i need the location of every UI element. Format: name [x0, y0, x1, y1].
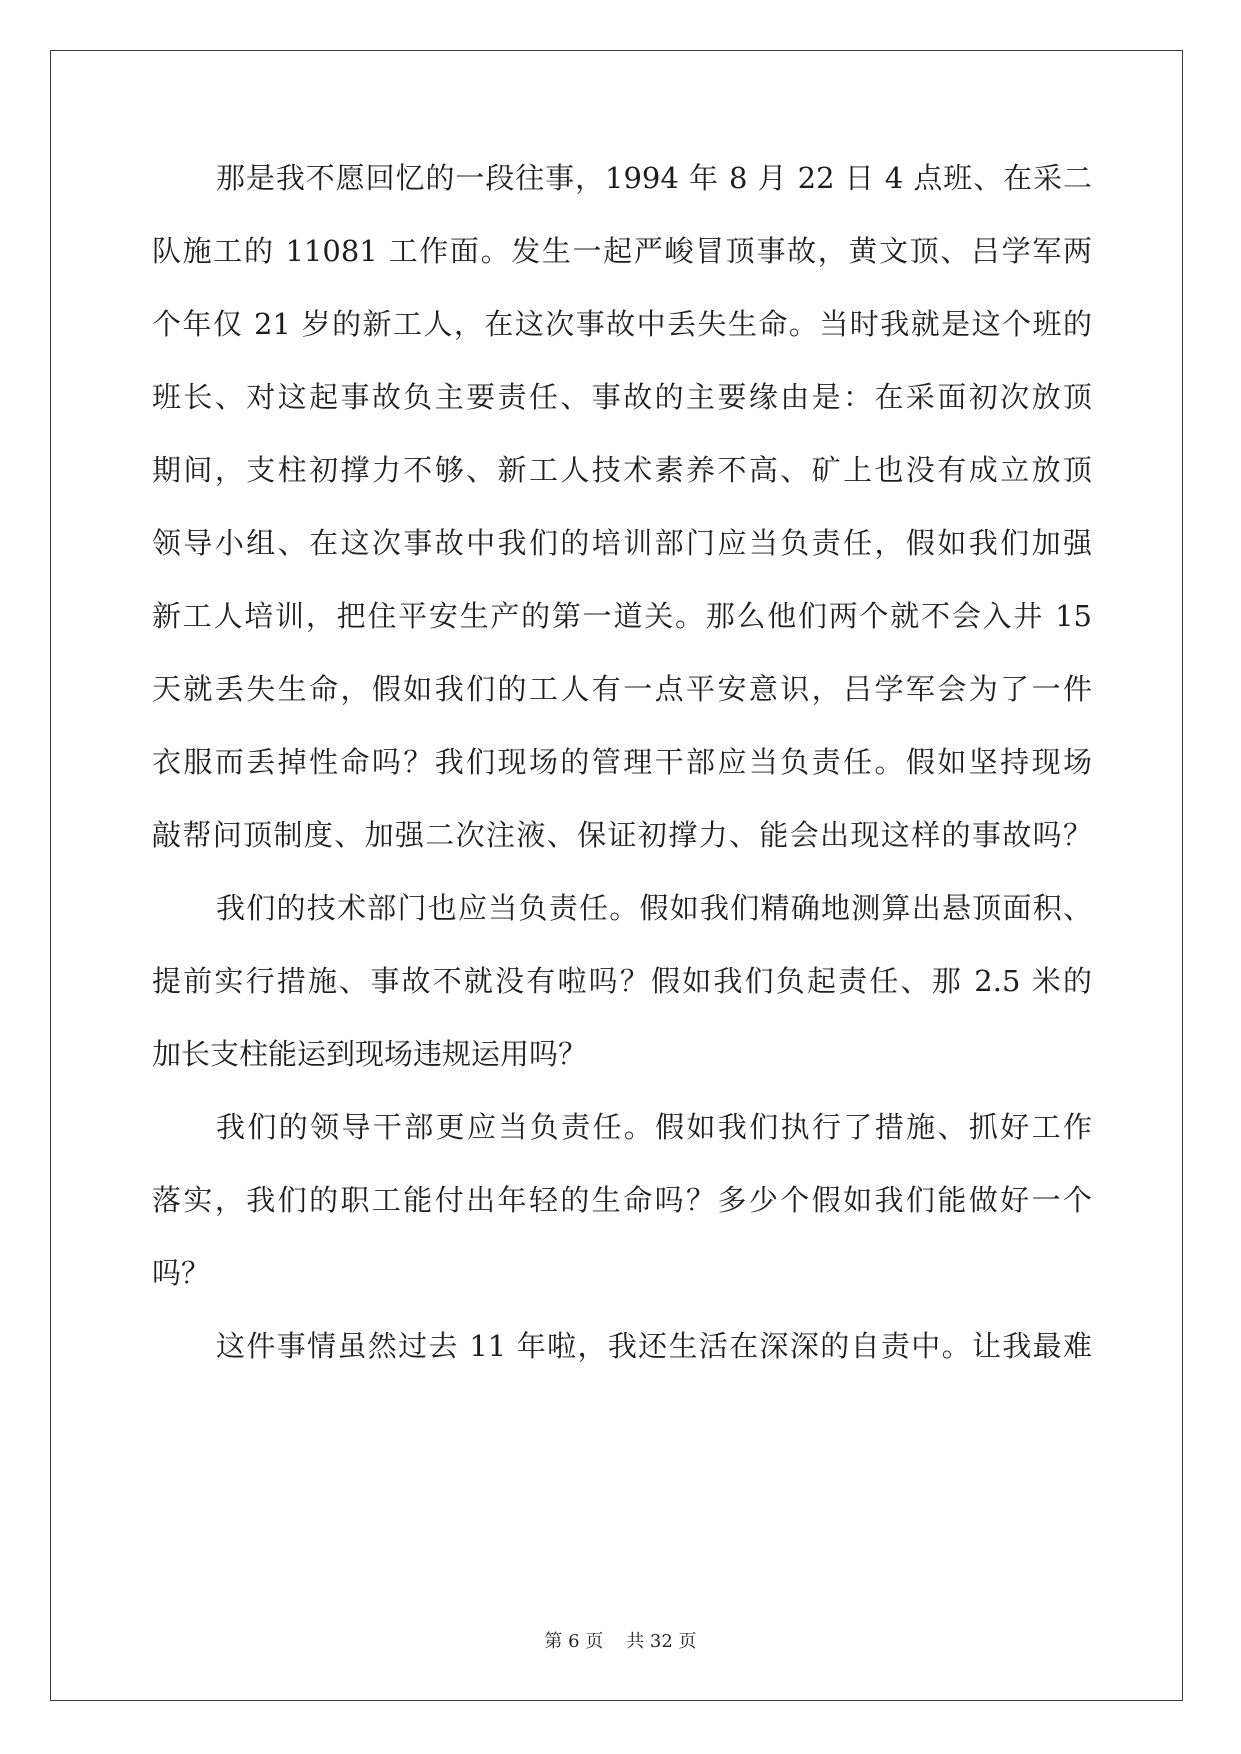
paragraph-line: 班长、对这起事故负主要责任、事故的主要缘由是：在采面初次放顶 — [152, 380, 1092, 414]
paragraph-line: 领导小组、在这次事故中我们的培训部门应当负责任，假如我们加强 — [152, 526, 1092, 560]
paragraph-line: 个年仅 21 岁的新工人，在这次事故中丢失生命。当时我就是这个班的 — [152, 307, 1092, 341]
paragraph-line: 期间，支柱初撑力不够、新工人技术素养不高、矿上也没有成立放顶 — [152, 453, 1092, 487]
paragraph-line: 那是我不愿回忆的一段往事，1994 年 8 月 22 日 4 点班、在采二 — [216, 161, 1092, 195]
paragraph-line: 吗？ — [152, 1256, 211, 1290]
paragraph-line: 这件事情虽然过去 11 年啦，我还生活在深深的自责中。让我最难 — [216, 1329, 1092, 1363]
paragraph-line: 加长支柱能运到现场违规运用吗？ — [152, 1037, 588, 1071]
paragraph-line: 提前实行措施、事故不就没有啦吗？假如我们负起责任、那 2.5 米的 — [152, 964, 1092, 998]
page-number-footer: 第 6 页 共 32 页 — [544, 1631, 697, 1652]
paragraph-line: 衣服而丢掉性命吗？我们现场的管理干部应当负责任。假如坚持现场 — [152, 745, 1092, 779]
paragraph-line: 我们的领导干部更应当负责任。假如我们执行了措施、抓好工作 — [216, 1110, 1092, 1144]
paragraph-line: 新工人培训，把住平安生产的第一道关。那么他们两个就不会入井 15 — [152, 599, 1092, 633]
page-border — [50, 50, 1183, 1701]
paragraph-line: 队施工的 11081 工作面。发生一起严峻冒顶事故，黄文顶、吕学军两 — [152, 234, 1092, 268]
paragraph-line: 落实，我们的职工能付出年轻的生命吗？多少个假如我们能做好一个 — [152, 1183, 1092, 1217]
paragraph-line: 天就丢失生命，假如我们的工人有一点平安意识，吕学军会为了一件 — [152, 672, 1092, 706]
paragraph-line: 我们的技术部门也应当负责任。假如我们精确地测算出悬顶面积、 — [216, 891, 1092, 925]
paragraph-line: 敲帮问顶制度、加强二次注液、保证初撑力、能会出现这样的事故吗？ — [152, 818, 1092, 852]
